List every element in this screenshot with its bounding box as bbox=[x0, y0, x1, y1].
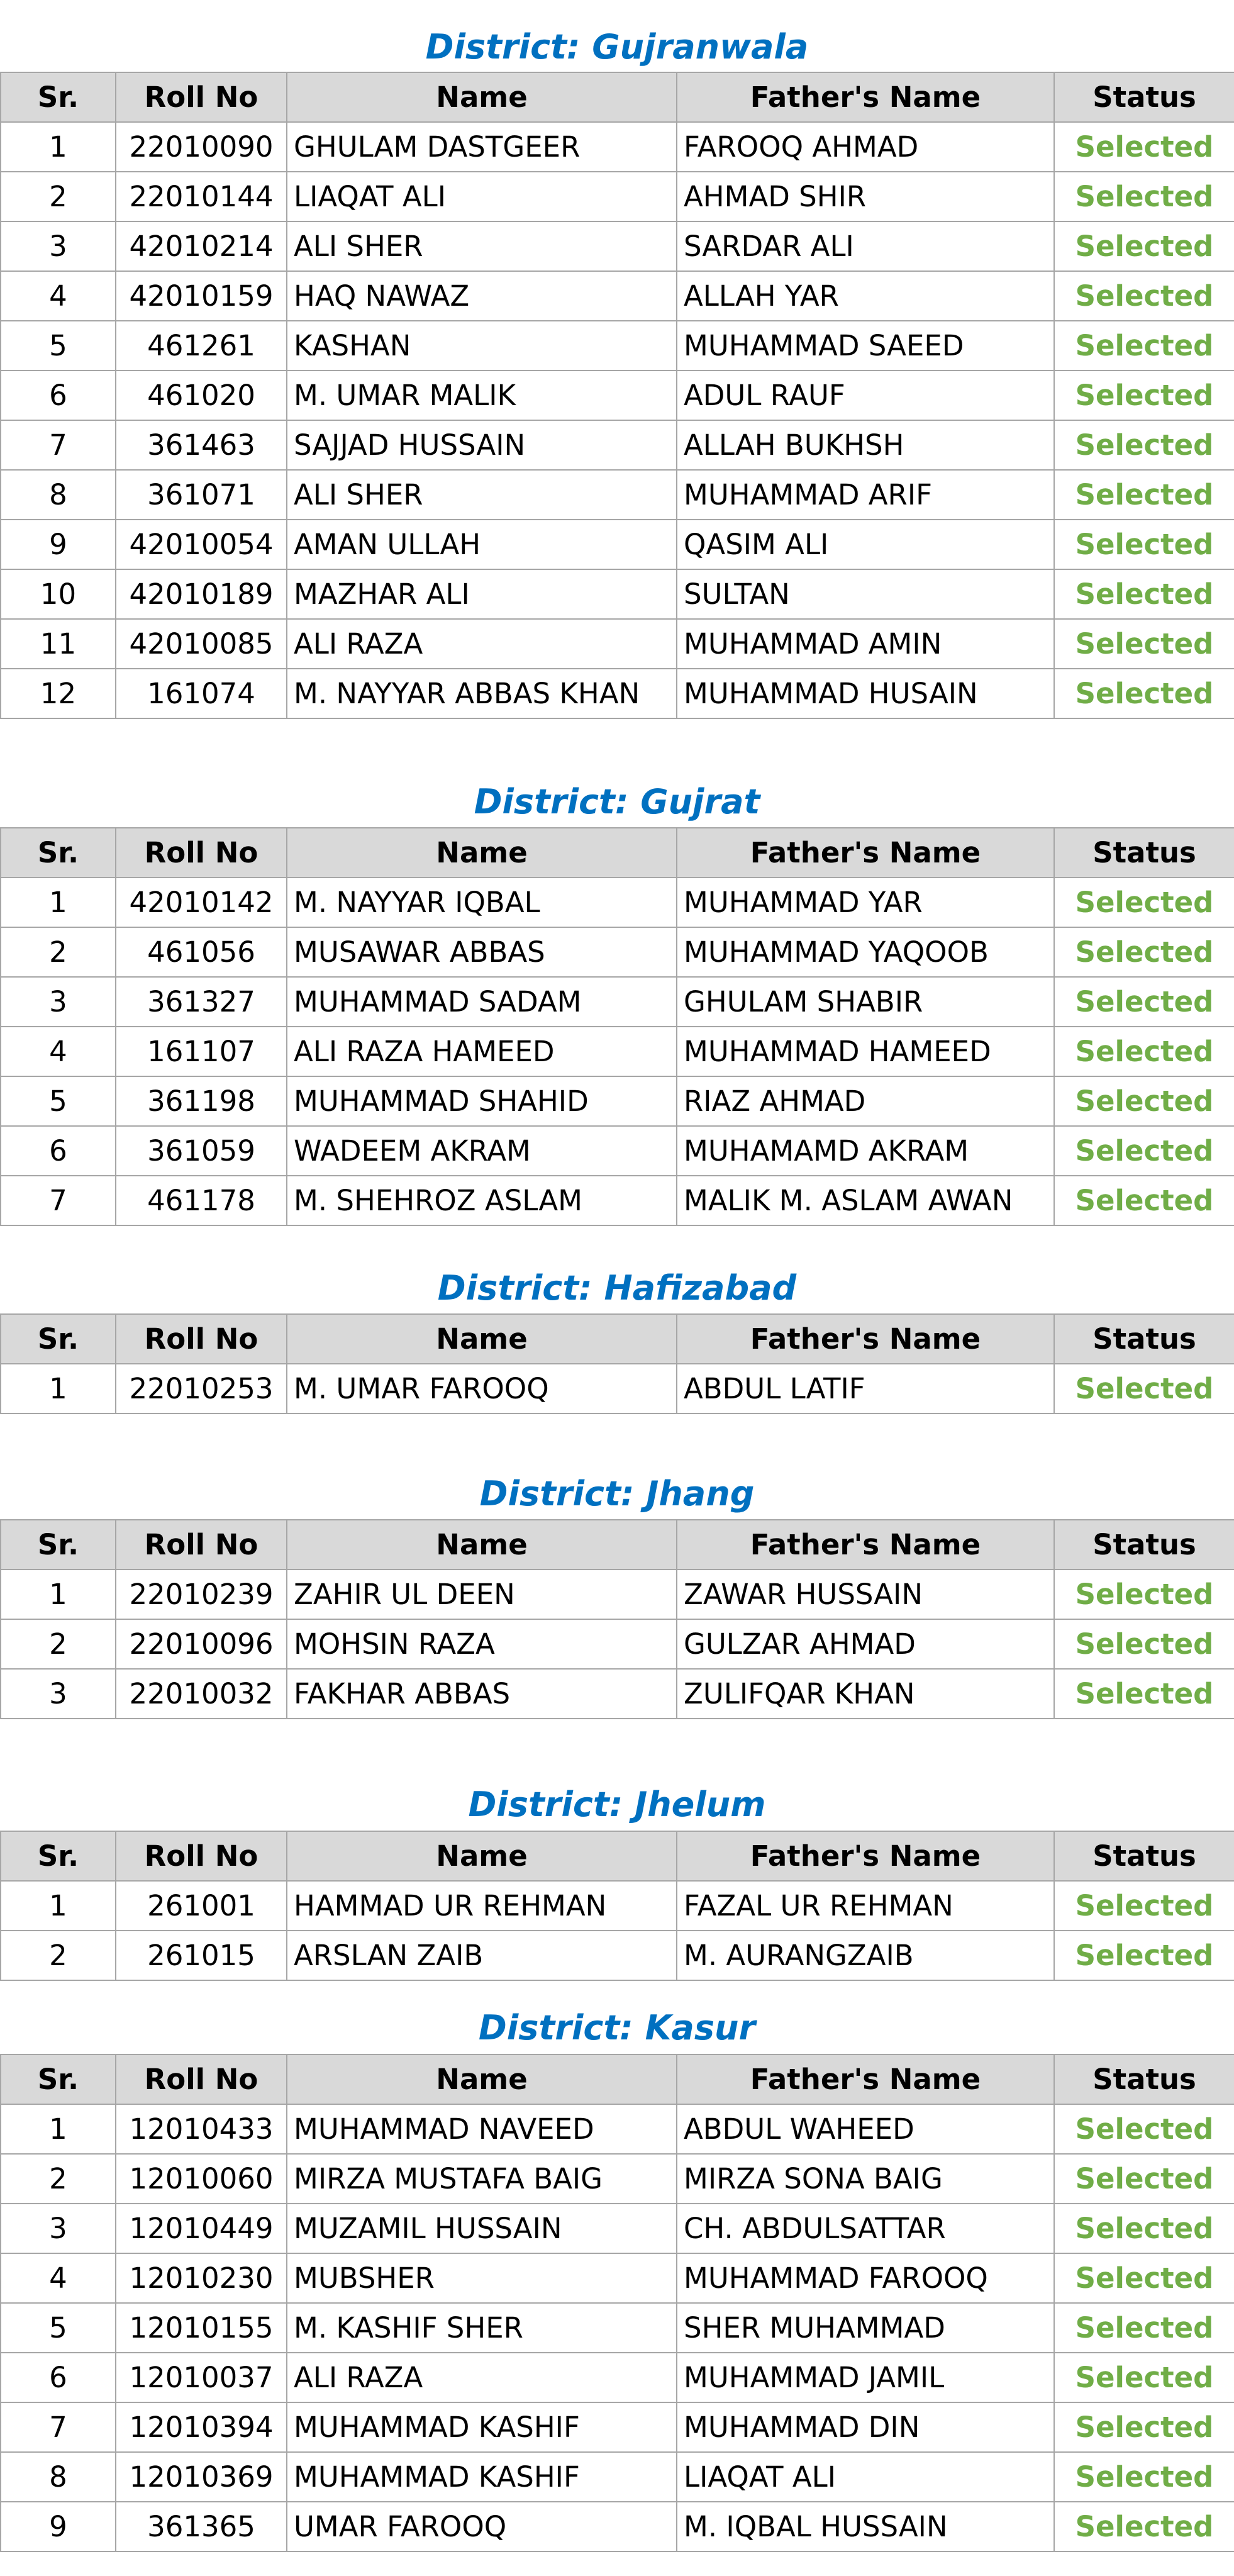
table-row bbox=[1, 1176, 1234, 1225]
cell-name: ALI SHER bbox=[287, 470, 677, 520]
cell-status: Selected bbox=[1054, 321, 1234, 371]
table-row bbox=[1, 1669, 1234, 1719]
cell-name: M. NAYYAR ABBAS KHAN bbox=[287, 669, 677, 718]
cell-roll-no: 22010032 bbox=[116, 1669, 287, 1719]
cell-father-name: ABDUL LATIF bbox=[677, 1364, 1054, 1413]
column-header-roll-no: Roll No bbox=[116, 1831, 287, 1881]
cell-sr: 9 bbox=[1, 2502, 116, 2551]
table-row bbox=[1, 470, 1234, 520]
cell-sr: 3 bbox=[1, 977, 116, 1027]
cell-sr: 2 bbox=[1, 1931, 116, 1980]
table-row bbox=[1, 569, 1234, 619]
cell-status: Selected bbox=[1054, 520, 1234, 569]
cell-name: MUHAMMAD SHAHID bbox=[287, 1076, 677, 1126]
cell-status: Selected bbox=[1054, 569, 1234, 619]
cell-status: Selected bbox=[1054, 271, 1234, 321]
cell-roll-no: 22010096 bbox=[116, 1619, 287, 1669]
cell-father-name: RIAZ AHMAD bbox=[677, 1076, 1054, 1126]
cell-roll-no: 42010189 bbox=[116, 569, 287, 619]
district-results-table bbox=[0, 827, 1234, 1226]
cell-roll-no: 22010144 bbox=[116, 172, 287, 221]
table-header-row bbox=[1, 1314, 1234, 1364]
cell-sr: 5 bbox=[1, 1076, 116, 1126]
cell-sr: 2 bbox=[1, 927, 116, 977]
column-header-roll-no: Roll No bbox=[116, 2055, 287, 2104]
column-header-status: Status bbox=[1054, 828, 1234, 878]
cell-father-name: MUHAMMAD YAQOOB bbox=[677, 927, 1054, 977]
cell-sr: 2 bbox=[1, 2154, 116, 2204]
column-header-sr: Sr. bbox=[1, 828, 116, 878]
cell-name: ALI RAZA bbox=[287, 2353, 677, 2402]
district-results-table bbox=[0, 72, 1234, 719]
cell-sr: 7 bbox=[1, 420, 116, 470]
table-row bbox=[1, 1570, 1234, 1619]
cell-father-name: MUHAMMAD JAMIL bbox=[677, 2353, 1054, 2402]
cell-name: GHULAM DASTGEER bbox=[287, 122, 677, 172]
cell-sr: 8 bbox=[1, 470, 116, 520]
column-header-status: Status bbox=[1054, 1314, 1234, 1364]
cell-name: MIRZA MUSTAFA BAIG bbox=[287, 2154, 677, 2204]
cell-roll-no: 161107 bbox=[116, 1027, 287, 1076]
table-row bbox=[1, 1931, 1234, 1980]
cell-sr: 12 bbox=[1, 669, 116, 718]
cell-father-name: MALIK M. ASLAM AWAN bbox=[677, 1176, 1054, 1225]
cell-roll-no: 161074 bbox=[116, 669, 287, 718]
cell-status: Selected bbox=[1054, 1881, 1234, 1931]
cell-father-name: QASIM ALI bbox=[677, 520, 1054, 569]
cell-father-name: MUHAMMAD ARIF bbox=[677, 470, 1054, 520]
cell-sr: 4 bbox=[1, 2253, 116, 2303]
district-title: District: Jhang bbox=[479, 1474, 755, 1514]
table-row bbox=[1, 2452, 1234, 2502]
cell-sr: 4 bbox=[1, 1027, 116, 1076]
cell-status: Selected bbox=[1054, 1931, 1234, 1980]
cell-father-name: MUHAMMAD HUSAIN bbox=[677, 669, 1054, 718]
column-header-name: Name bbox=[287, 1314, 677, 1364]
cell-father-name: LIAQAT ALI bbox=[677, 2452, 1054, 2502]
cell-father-name: SARDAR ALI bbox=[677, 221, 1054, 271]
cell-father-name: ALLAH BUKHSH bbox=[677, 420, 1054, 470]
cell-sr: 8 bbox=[1, 2452, 116, 2502]
cell-name: WADEEM AKRAM bbox=[287, 1126, 677, 1176]
cell-name: M. UMAR FAROOQ bbox=[287, 1364, 677, 1413]
district-results-table bbox=[0, 1519, 1234, 1719]
cell-status: Selected bbox=[1054, 669, 1234, 718]
cell-father-name: CH. ABDULSATTAR bbox=[677, 2204, 1054, 2253]
table-row bbox=[1, 927, 1234, 977]
cell-roll-no: 12010449 bbox=[116, 2204, 287, 2253]
cell-roll-no: 12010155 bbox=[116, 2303, 287, 2353]
cell-father-name: GULZAR AHMAD bbox=[677, 1619, 1054, 1669]
cell-father-name: M. IQBAL HUSSAIN bbox=[677, 2502, 1054, 2551]
table-row bbox=[1, 2303, 1234, 2353]
table-row bbox=[1, 2502, 1234, 2551]
table-row bbox=[1, 420, 1234, 470]
column-header-name: Name bbox=[287, 72, 677, 122]
table-row bbox=[1, 2204, 1234, 2253]
table-header-row bbox=[1, 72, 1234, 122]
column-header-father-name: Father's Name bbox=[677, 1520, 1054, 1570]
cell-status: Selected bbox=[1054, 122, 1234, 172]
column-header-roll-no: Roll No bbox=[116, 1520, 287, 1570]
table-row bbox=[1, 122, 1234, 172]
cell-roll-no: 22010090 bbox=[116, 122, 287, 172]
table-row bbox=[1, 1881, 1234, 1931]
column-header-name: Name bbox=[287, 2055, 677, 2104]
cell-status: Selected bbox=[1054, 1619, 1234, 1669]
cell-sr: 7 bbox=[1, 2402, 116, 2452]
cell-roll-no: 461178 bbox=[116, 1176, 287, 1225]
cell-father-name: ABDUL WAHEED bbox=[677, 2104, 1054, 2154]
cell-status: Selected bbox=[1054, 1076, 1234, 1126]
cell-name: FAKHAR ABBAS bbox=[287, 1669, 677, 1719]
cell-name: MUHAMMAD KASHIF bbox=[287, 2402, 677, 2452]
cell-name: ALI SHER bbox=[287, 221, 677, 271]
cell-roll-no: 261001 bbox=[116, 1881, 287, 1931]
column-header-sr: Sr. bbox=[1, 1831, 116, 1881]
district-title: District: Kasur bbox=[478, 2008, 756, 2048]
cell-status: Selected bbox=[1054, 1027, 1234, 1076]
column-header-sr: Sr. bbox=[1, 2055, 116, 2104]
cell-status: Selected bbox=[1054, 2452, 1234, 2502]
cell-name: ALI RAZA HAMEED bbox=[287, 1027, 677, 1076]
cell-father-name: ZAWAR HUSSAIN bbox=[677, 1570, 1054, 1619]
cell-roll-no: 361463 bbox=[116, 420, 287, 470]
column-header-name: Name bbox=[287, 1520, 677, 1570]
district-results-table bbox=[0, 1313, 1234, 1414]
column-header-name: Name bbox=[287, 828, 677, 878]
cell-status: Selected bbox=[1054, 1176, 1234, 1225]
cell-roll-no: 42010142 bbox=[116, 878, 287, 927]
cell-name: MUBSHER bbox=[287, 2253, 677, 2303]
cell-name: M. UMAR MALIK bbox=[287, 371, 677, 420]
cell-sr: 5 bbox=[1, 321, 116, 371]
district-title: District: Hafizabad bbox=[437, 1268, 797, 1308]
cell-name: MUHAMMAD KASHIF bbox=[287, 2452, 677, 2502]
district-title: District: Gujrat bbox=[474, 782, 760, 822]
cell-status: Selected bbox=[1054, 2253, 1234, 2303]
cell-name: MUSAWAR ABBAS bbox=[287, 927, 677, 977]
table-row bbox=[1, 172, 1234, 221]
cell-roll-no: 42010214 bbox=[116, 221, 287, 271]
district-title: District: Gujranwala bbox=[425, 27, 809, 67]
cell-roll-no: 361059 bbox=[116, 1126, 287, 1176]
cell-name: HAMMAD UR REHMAN bbox=[287, 1881, 677, 1931]
column-header-father-name: Father's Name bbox=[677, 1831, 1054, 1881]
table-row bbox=[1, 371, 1234, 420]
table-row bbox=[1, 977, 1234, 1027]
cell-status: Selected bbox=[1054, 2104, 1234, 2154]
table-header-row bbox=[1, 1520, 1234, 1570]
cell-father-name: FAZAL UR REHMAN bbox=[677, 1881, 1054, 1931]
cell-sr: 3 bbox=[1, 1669, 116, 1719]
cell-roll-no: 461020 bbox=[116, 371, 287, 420]
cell-name: ARSLAN ZAIB bbox=[287, 1931, 677, 1980]
cell-sr: 1 bbox=[1, 878, 116, 927]
cell-sr: 6 bbox=[1, 371, 116, 420]
cell-status: Selected bbox=[1054, 878, 1234, 927]
cell-name: M. KASHIF SHER bbox=[287, 2303, 677, 2353]
table-row bbox=[1, 1126, 1234, 1176]
cell-sr: 3 bbox=[1, 2204, 116, 2253]
cell-father-name: MUHAMMAD SAEED bbox=[677, 321, 1054, 371]
cell-status: Selected bbox=[1054, 619, 1234, 669]
cell-father-name: AHMAD SHIR bbox=[677, 172, 1054, 221]
table-row bbox=[1, 619, 1234, 669]
cell-name: M. NAYYAR IQBAL bbox=[287, 878, 677, 927]
cell-name: UMAR FAROOQ bbox=[287, 2502, 677, 2551]
cell-name: MAZHAR ALI bbox=[287, 569, 677, 619]
cell-sr: 1 bbox=[1, 1881, 116, 1931]
cell-sr: 2 bbox=[1, 1619, 116, 1669]
column-header-father-name: Father's Name bbox=[677, 72, 1054, 122]
column-header-father-name: Father's Name bbox=[677, 1314, 1054, 1364]
cell-father-name: GHULAM SHABIR bbox=[677, 977, 1054, 1027]
cell-roll-no: 12010433 bbox=[116, 2104, 287, 2154]
cell-sr: 7 bbox=[1, 1176, 116, 1225]
table-row bbox=[1, 2154, 1234, 2204]
cell-roll-no: 361365 bbox=[116, 2502, 287, 2551]
cell-status: Selected bbox=[1054, 2502, 1234, 2551]
column-header-sr: Sr. bbox=[1, 1314, 116, 1364]
cell-name: MUHAMMAD SADAM bbox=[287, 977, 677, 1027]
table-row bbox=[1, 1027, 1234, 1076]
cell-father-name: SULTAN bbox=[677, 569, 1054, 619]
cell-status: Selected bbox=[1054, 1126, 1234, 1176]
table-row bbox=[1, 2104, 1234, 2154]
cell-father-name: MUHAMMAD YAR bbox=[677, 878, 1054, 927]
column-header-roll-no: Roll No bbox=[116, 72, 287, 122]
cell-roll-no: 42010085 bbox=[116, 619, 287, 669]
cell-status: Selected bbox=[1054, 172, 1234, 221]
cell-status: Selected bbox=[1054, 2353, 1234, 2402]
cell-father-name: ZULIFQAR KHAN bbox=[677, 1669, 1054, 1719]
table-row bbox=[1, 520, 1234, 569]
cell-sr: 4 bbox=[1, 271, 116, 321]
cell-status: Selected bbox=[1054, 420, 1234, 470]
cell-roll-no: 12010394 bbox=[116, 2402, 287, 2452]
cell-sr: 5 bbox=[1, 2303, 116, 2353]
column-header-father-name: Father's Name bbox=[677, 828, 1054, 878]
cell-father-name: SHER MUHAMMAD bbox=[677, 2303, 1054, 2353]
cell-status: Selected bbox=[1054, 1364, 1234, 1413]
cell-sr: 6 bbox=[1, 2353, 116, 2402]
column-header-name: Name bbox=[287, 1831, 677, 1881]
cell-father-name: MUHAMMAD AMIN bbox=[677, 619, 1054, 669]
cell-name: KASHAN bbox=[287, 321, 677, 371]
cell-roll-no: 261015 bbox=[116, 1931, 287, 1980]
cell-father-name: MUHAMMAD FAROOQ bbox=[677, 2253, 1054, 2303]
cell-father-name: M. AURANGZAIB bbox=[677, 1931, 1054, 1980]
cell-roll-no: 461056 bbox=[116, 927, 287, 977]
table-row bbox=[1, 221, 1234, 271]
table-row bbox=[1, 1364, 1234, 1413]
column-header-roll-no: Roll No bbox=[116, 1314, 287, 1364]
column-header-sr: Sr. bbox=[1, 1520, 116, 1570]
column-header-sr: Sr. bbox=[1, 72, 116, 122]
column-header-status: Status bbox=[1054, 1831, 1234, 1881]
cell-sr: 9 bbox=[1, 520, 116, 569]
cell-father-name: MIRZA SONA BAIG bbox=[677, 2154, 1054, 2204]
cell-roll-no: 361327 bbox=[116, 977, 287, 1027]
cell-status: Selected bbox=[1054, 2204, 1234, 2253]
cell-roll-no: 42010054 bbox=[116, 520, 287, 569]
column-header-status: Status bbox=[1054, 2055, 1234, 2104]
cell-status: Selected bbox=[1054, 1669, 1234, 1719]
table-row bbox=[1, 2402, 1234, 2452]
cell-name: ZAHIR UL DEEN bbox=[287, 1570, 677, 1619]
cell-father-name: FAROOQ AHMAD bbox=[677, 122, 1054, 172]
cell-status: Selected bbox=[1054, 2154, 1234, 2204]
cell-status: Selected bbox=[1054, 927, 1234, 977]
cell-roll-no: 461261 bbox=[116, 321, 287, 371]
district-results-table bbox=[0, 1831, 1234, 1981]
district-results-table bbox=[0, 2054, 1234, 2552]
cell-father-name: ADUL RAUF bbox=[677, 371, 1054, 420]
table-row bbox=[1, 1076, 1234, 1126]
cell-status: Selected bbox=[1054, 2402, 1234, 2452]
cell-roll-no: 42010159 bbox=[116, 271, 287, 321]
cell-status: Selected bbox=[1054, 470, 1234, 520]
cell-roll-no: 361198 bbox=[116, 1076, 287, 1126]
cell-roll-no: 361071 bbox=[116, 470, 287, 520]
cell-status: Selected bbox=[1054, 2303, 1234, 2353]
cell-name: SAJJAD HUSSAIN bbox=[287, 420, 677, 470]
cell-sr: 6 bbox=[1, 1126, 116, 1176]
cell-name: MUZAMIL HUSSAIN bbox=[287, 2204, 677, 2253]
table-header-row bbox=[1, 2055, 1234, 2104]
cell-name: ALI RAZA bbox=[287, 619, 677, 669]
cell-father-name: ALLAH YAR bbox=[677, 271, 1054, 321]
cell-name: AMAN ULLAH bbox=[287, 520, 677, 569]
cell-roll-no: 12010230 bbox=[116, 2253, 287, 2303]
table-row bbox=[1, 669, 1234, 718]
column-header-father-name: Father's Name bbox=[677, 2055, 1054, 2104]
table-row bbox=[1, 878, 1234, 927]
table-row bbox=[1, 271, 1234, 321]
cell-sr: 2 bbox=[1, 172, 116, 221]
cell-status: Selected bbox=[1054, 977, 1234, 1027]
table-header-row bbox=[1, 828, 1234, 878]
table-row bbox=[1, 321, 1234, 371]
cell-sr: 1 bbox=[1, 2104, 116, 2154]
cell-father-name: MUHAMAMD AKRAM bbox=[677, 1126, 1054, 1176]
cell-status: Selected bbox=[1054, 221, 1234, 271]
cell-name: MOHSIN RAZA bbox=[287, 1619, 677, 1669]
cell-father-name: MUHAMMAD HAMEED bbox=[677, 1027, 1054, 1076]
cell-status: Selected bbox=[1054, 1570, 1234, 1619]
table-row bbox=[1, 1619, 1234, 1669]
table-row bbox=[1, 2353, 1234, 2402]
cell-name: HAQ NAWAZ bbox=[287, 271, 677, 321]
cell-roll-no: 12010037 bbox=[116, 2353, 287, 2402]
cell-roll-no: 22010239 bbox=[116, 1570, 287, 1619]
cell-sr: 3 bbox=[1, 221, 116, 271]
district-title: District: Jhelum bbox=[468, 1785, 766, 1824]
cell-roll-no: 12010060 bbox=[116, 2154, 287, 2204]
column-header-status: Status bbox=[1054, 1520, 1234, 1570]
table-row bbox=[1, 2253, 1234, 2303]
cell-sr: 10 bbox=[1, 569, 116, 619]
cell-sr: 1 bbox=[1, 1570, 116, 1619]
cell-name: MUHAMMAD NAVEED bbox=[287, 2104, 677, 2154]
cell-sr: 1 bbox=[1, 1364, 116, 1413]
cell-sr: 11 bbox=[1, 619, 116, 669]
cell-sr: 1 bbox=[1, 122, 116, 172]
cell-roll-no: 12010369 bbox=[116, 2452, 287, 2502]
cell-father-name: MUHAMMAD DIN bbox=[677, 2402, 1054, 2452]
cell-name: LIAQAT ALI bbox=[287, 172, 677, 221]
cell-name: M. SHEHROZ ASLAM bbox=[287, 1176, 677, 1225]
cell-status: Selected bbox=[1054, 371, 1234, 420]
column-header-status: Status bbox=[1054, 72, 1234, 122]
column-header-roll-no: Roll No bbox=[116, 828, 287, 878]
cell-roll-no: 22010253 bbox=[116, 1364, 287, 1413]
table-header-row bbox=[1, 1831, 1234, 1881]
